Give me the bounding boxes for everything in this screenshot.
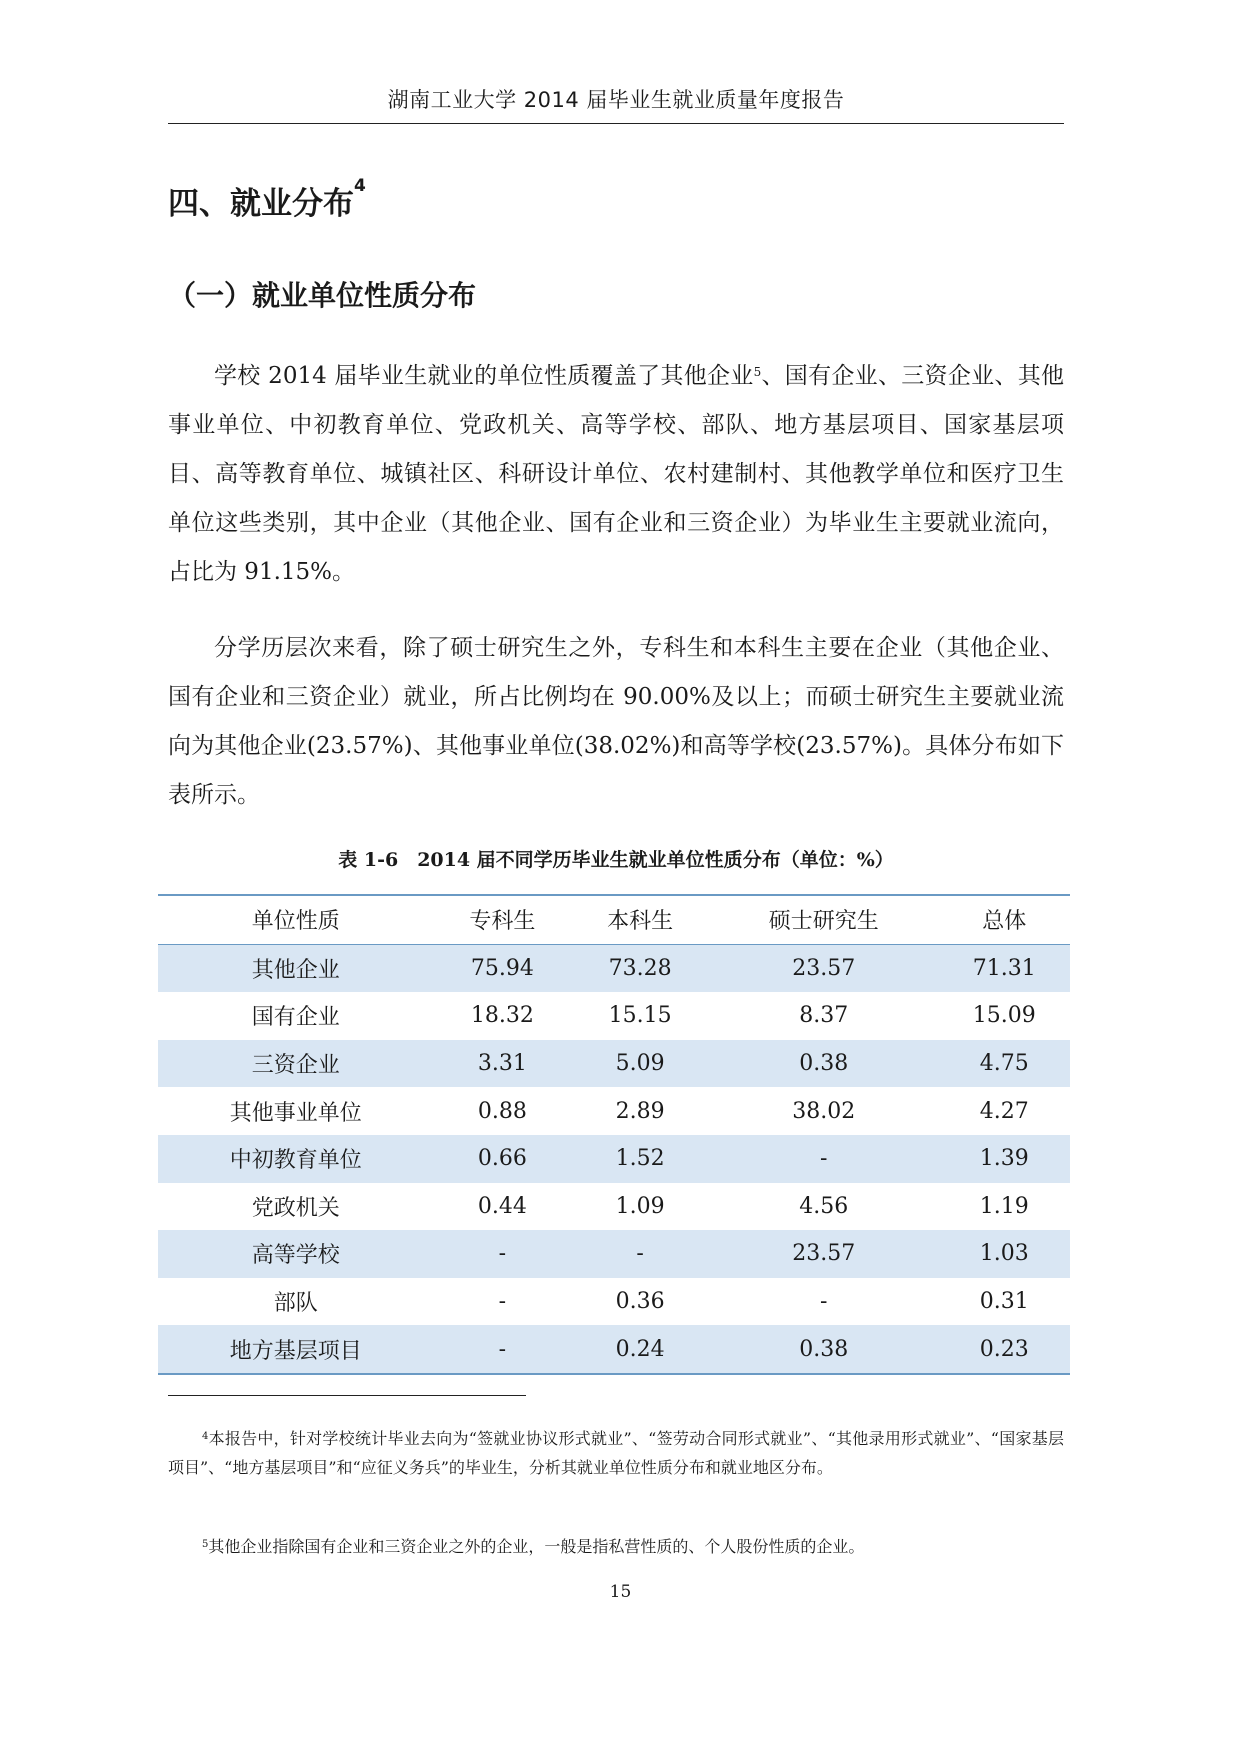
section-title: 四、就业分布 [168,186,354,222]
table-cell: 5.09 [615,1051,665,1077]
table-cell: 1.09 [615,1193,665,1219]
table-row [158,1135,1070,1183]
table-cell: 1.19 [979,1193,1029,1219]
table-cell: 4.27 [979,1098,1029,1124]
table-cell: 0.44 [477,1193,527,1219]
table-cell: 0.66 [477,1146,527,1172]
footnote-mark-5: 5 [202,1539,209,1550]
table-cell: 地方基层项目 [229,1338,362,1364]
table-header-row [158,895,1070,944]
table-cell: 8.37 [799,1003,849,1029]
table-cell: 党政机关 [251,1195,340,1221]
table-row [158,1325,1070,1374]
distribution-table [158,894,1070,1375]
table-row [158,992,1070,1040]
table-cell: 18.32 [470,1003,534,1029]
table-cell: 23.57 [792,1241,856,1267]
table-cell: 0.31 [979,1289,1029,1315]
table-cell: 1.52 [615,1146,665,1172]
table-cell: - [498,1289,507,1315]
table-cell: 1.03 [979,1241,1029,1267]
header-divider [168,123,1064,124]
table-row [158,1183,1070,1231]
table-cell: 0.38 [799,1336,849,1362]
table-cell: 2.89 [615,1098,665,1124]
table-cell: - [820,1146,828,1172]
table-cell: 38.02 [792,1098,856,1124]
table-cell: - [498,1336,507,1362]
footnote-mark-4: 4 [202,1431,209,1442]
table-row [158,1230,1070,1278]
table-caption: 表 1-6 2014 届不同学历毕业生就业单位性质分布（单位：%） [338,849,894,871]
table-cell: 4.75 [979,1051,1029,1077]
table-cell: 其他事业单位 [229,1100,362,1126]
table-cell: - [820,1289,828,1315]
table-cell: 75.94 [470,955,534,981]
table-row [158,1278,1070,1326]
table-cell: 0.38 [799,1051,849,1077]
column-header: 专科生 [469,909,536,935]
table-cell: 0.36 [615,1289,665,1315]
footnote-5-text: 其他企业指除国有企业和三资企业之外的企业，一般是指私营性质的、个人股份性质的企业。 [208,1537,865,1556]
paragraph-2: 分学历层次来看，除了硕士研究生之外，专科生和本科生主要在企业（其他企业、国有企业和三资企业）就业，所占比例均在 90.00%及以上；而硕士研究生主要就业流向为其他企业(23.57%)、其他事业单位(38.02%)和高等学校(23.57%)。具体分布如下表所示。 [168,635,1064,808]
table-cell: 71.31 [972,955,1036,981]
table-cell: 部队 [273,1291,318,1317]
footnote-divider [168,1395,526,1396]
table-cell: 3.31 [477,1051,527,1077]
table-cell: 国有企业 [251,1005,340,1031]
table-row [158,944,1070,992]
table-cell: 1.39 [979,1146,1029,1172]
table-cell: 73.28 [608,955,672,981]
footnote-4-text: 本报告中，针对学校统计毕业去向为“签就业协议形式就业”、“签劳动合同形式就业”、“其他录用形式就业”、“国家基层项目”、“地方基层项目”和“应征义务兵”的毕业生，分析其就业单位性质分布和就业地区分布。 [168,1429,1064,1477]
table-cell: 高等学校 [251,1243,340,1269]
column-header: 总体 [982,909,1027,935]
table-cell: 23.57 [792,955,856,981]
paragraph-1-part1: 学校 2014 届毕业生就业的单位性质覆盖了其他企业 [214,363,754,389]
table-row [158,1087,1070,1135]
paragraph-1 [168,352,1064,597]
table-cell: 15.15 [608,1003,672,1029]
table-cell: 15.09 [972,1003,1036,1029]
column-header: 单位性质 [251,909,340,935]
table-cell: 三资企业 [251,1053,340,1079]
footnote-5 [168,1532,1064,1561]
page-header: 湖南工业大学 2014 届毕业生就业质量年度报告 [387,88,845,112]
subsection-heading: （一）就业单位性质分布 [168,279,477,312]
table-cell: 其他企业 [251,957,340,983]
section-heading [168,178,366,223]
table-cell: 0.24 [615,1336,665,1362]
footnote-ref-4[interactable]: 4 [354,176,366,196]
table-cell: 中初教育单位 [229,1148,362,1174]
table-cell: 0.23 [979,1336,1029,1362]
table-cell: 4.56 [799,1193,849,1219]
table-cell: - [636,1241,644,1267]
table-cell: 0.88 [477,1098,527,1124]
page-number: 15 [609,1582,632,1602]
column-header: 硕士研究生 [768,909,879,935]
footnote-4 [168,1424,1064,1482]
footnote-ref-5[interactable]: 5 [753,365,762,379]
paragraph-1-part2: 、国有企业、三资企业、其他事业单位、中初教育单位、党政机关、高等学校、部队、地方基层项目、国家基层项目、高等教育单位、城镇社区、科研设计单位、农村建制村、其他教学单位和医疗卫生单位这些类别，其中企业（其他企业、国有企业和三资企业）为毕业生主要就业流向，占比为 91.15%。 [168,363,1065,585]
table-row [158,1040,1070,1088]
column-header: 本科生 [607,909,674,935]
table-cell: - [498,1241,507,1267]
